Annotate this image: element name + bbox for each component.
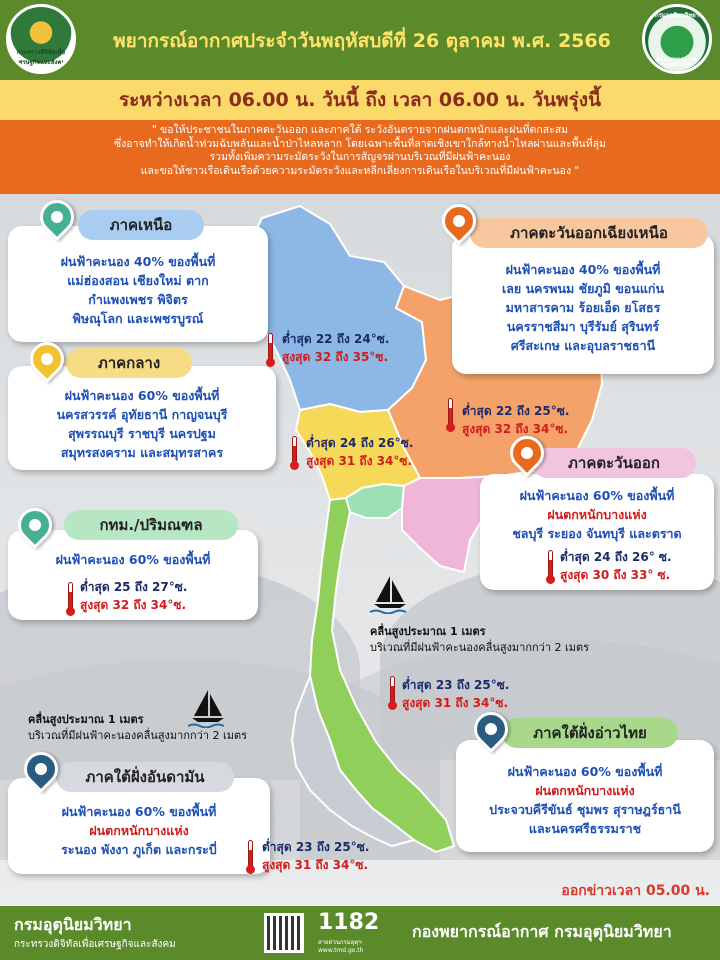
north-forecast: ฝนฟ้าคะนอง 40% ของพื้นที่ [60,254,216,269]
northeast-area: มหาสารคาม ร้อยเอ็ด ยโสธร [505,300,661,315]
south-gulf-temperature [402,676,509,712]
advisory-line: " ขอให้ประชาชนในภาคตะวันออก และภาคใต้ ระวังอันตรายจากฝนตกหนักและฝนที่ตกสะสม [151,124,569,136]
south-andaman-low: ต่ำสุด 23 ถึง 25°ซ. [262,840,370,854]
south-gulf-warning: ฝนตกหนักบางแห่ง [535,783,635,798]
bangkok-high: สูงสุด 32 ถึง 34°ซ. [80,598,187,612]
south-andaman-high: สูงสุด 31 ถึง 34°ซ. [262,858,369,872]
south-gulf-forecast: ฝนฟ้าคะนอง 60% ของพื้นที่ [507,764,663,779]
tmd-logo-text-en: METEOROLOGICAL DEPARTMENT [656,57,698,67]
central-temperature [306,434,413,470]
east-warning: ฝนตกหนักบางแห่ง [547,507,647,522]
thermometer-icon [290,436,299,470]
thermometer-icon [246,840,255,874]
north-low: ต่ำสุด 22 ถึง 24°ซ. [282,332,390,346]
south-gulf-label: ภาคใต้ฝั่งอ่าวไทย [502,718,678,748]
thermometer-icon [266,333,275,367]
bangkok-forecast: ฝนฟ้าคะนอง 60% ของพื้นที่ [55,552,211,567]
northeast-area: เลย นครพนม ชัยภูมิ ขอนแก่น [501,281,664,296]
thermometer-icon [446,398,455,432]
sailboat-icon [368,574,412,614]
department-name: กรมอุตุนิยมวิทยา [14,915,132,934]
hotline-number: 1182 [318,910,380,935]
andaman-wave-height: คลื่นสูงประมาณ 1 เมตร [28,713,144,726]
gulf-wave-height: คลื่นสูงประมาณ 1 เมตร [370,625,486,638]
northeast-high: สูงสุด 32 ถึง 34°ซ. [462,422,569,436]
bangkok-label: กทม./ปริมณฑล [64,510,238,540]
footer-bar [0,906,720,960]
east-forecast: ฝนฟ้าคะนอง 60% ของพื้นที่ [519,488,675,503]
south-gulf-low: ต่ำสุด 23 ถึง 25°ซ. [402,678,510,692]
advisory-line: ซึ่งอาจทำให้เกิดน้ำท่วมฉับพลันและน้ำป่าไหลหลาก โดยเฉพาะพื้นที่ลาดเชิงเขาใกล้ทางน้ำไหลผ่านและพื้นที่ลุ่ม [114,137,606,150]
central-low: ต่ำสุด 24 ถึง 26°ซ. [306,436,414,450]
north-label: ภาคเหนือ [78,210,204,240]
east-high: สูงสุด 30 ถึง 33° ซ. [560,568,671,582]
advisory-line: รวมทั้งเพิ่มความระมัดระวังในการสัญจรผ่านบริเวณที่มีฝนฟ้าคะนอง [209,151,511,163]
south-andaman-forecast: ฝนฟ้าคะนอง 60% ของพื้นที่ [61,804,217,819]
central-forecast: ฝนฟ้าคะนอง 60% ของพื้นที่ [64,388,220,403]
northeast-low: ต่ำสุด 22 ถึง 25°ซ. [462,404,570,418]
andaman-wave-note: บริเวณที่มีฝนฟ้าคะนองคลื่นสูงมากกว่า 2 เมตร [28,729,248,742]
thermometer-icon [66,582,75,616]
east-temperature [560,548,672,584]
gulf-wave-note: บริเวณที่มีฝนฟ้าคะนองคลื่นสูงมากกว่า 2 เมตร [370,641,590,654]
central-area: นครสวรรค์ อุทัยธานี กาญจนบุรี [56,407,228,422]
south-andaman-warning: ฝนตกหนักบางแห่ง [89,823,189,838]
northeast-area: ศรีสะเกษ และอุบลราชธานี [510,338,656,353]
north-area: กำแพงเพชร พิจิตร [88,292,188,307]
south-andaman-label: ภาคใต้ฝั่งอันดามัน [56,762,234,792]
central-label: ภาคกลาง [66,348,192,378]
thermometer-icon [546,550,555,584]
south-gulf-card [456,740,714,852]
qr-code-icon[interactable] [264,913,304,953]
south-andaman-area: ระนอง พังงา ภูเก็ต และกระบี่ [61,842,217,857]
south-gulf-area: และนครศรีธรรมราช [528,821,642,836]
east-area: ชลบุรี ระยอง จันทบุรี และตราด [512,526,682,541]
central-area: สมุทรสงคราม และสมุทรสาคร [60,445,224,460]
bangkok-temperature [80,578,187,614]
northeast-card [452,234,714,374]
north-card [8,226,268,342]
ministry-name: กระทรวงดิจิทัลเพื่อเศรษฐกิจและสังคม [14,939,176,950]
northeast-label: ภาคตะวันออกเฉียงเหนือ [470,218,708,248]
issued-time: ออกข่าวเวลา 05.00 น. [561,883,710,899]
northeast-area: นครราชสีมา บุรีรัมย์ สุรินทร์ [506,319,660,334]
south-gulf-high: สูงสุด 31 ถึง 34°ซ. [402,696,509,710]
ministry-logo-text: กระทรวงดิจิทัลเพื่อเศรษฐกิจและสังคม [16,49,66,66]
central-area: สุพรรณบุรี ราชบุรี นครปฐม [68,426,216,441]
bureau-name: กองพยากรณ์อากาศ กรมอุตุนิยมวิทยา [412,922,672,941]
northeast-temperature [462,402,569,438]
advisory-line: และขอให้ชาวเรือเดินเรือด้วยความระมัดระวังและหลีกเลี่ยงการเดินเรือในบริเวณที่มีฝนฟ้าคะนอง " [140,164,580,177]
bangkok-low: ต่ำสุด 25 ถึง 27°ซ. [80,580,188,594]
forecast-period: ระหว่างเวลา 06.00 น. วันนี้ ถึง เวลา 06.00 น. วันพรุ่งนี้ [0,80,720,120]
thermometer-icon [388,676,397,710]
north-area: แม่ฮ่องสอน เชียงใหม่ ตาก [67,273,209,288]
page-title: พยากรณ์อากาศประจำวันพฤหัสบดีที่ 26 ตุลาคม พ.ศ. 2566 [113,30,611,52]
north-temperature [282,330,389,366]
south-andaman-temperature [262,838,369,874]
north-area: พิษณุโลก และเพชรบูรณ์ [72,311,204,326]
central-high: สูงสุด 31 ถึง 34°ซ. [306,454,413,468]
north-high: สูงสุด 32 ถึง 35°ซ. [282,350,389,364]
south-gulf-area: ประจวบคีรีขันธ์ ชุมพร สุราษฎร์ธานี [489,802,681,817]
andaman-wave-info [28,712,247,744]
east-low: ต่ำสุด 24 ถึง 26° ซ. [560,550,672,564]
website-link[interactable]: www.tmd.go.th [318,947,364,954]
hotline-label: สายด่วนกรมอุตุฯ [318,939,362,946]
south-andaman-card [8,778,270,874]
gulf-wave-info [370,624,589,656]
northeast-forecast: ฝนฟ้าคะนอง 40% ของพื้นที่ [505,262,661,277]
east-label: ภาคตะวันออก [532,448,696,478]
tmd-logo-text: กรมอุตุนิยมวิทยา [654,12,700,19]
